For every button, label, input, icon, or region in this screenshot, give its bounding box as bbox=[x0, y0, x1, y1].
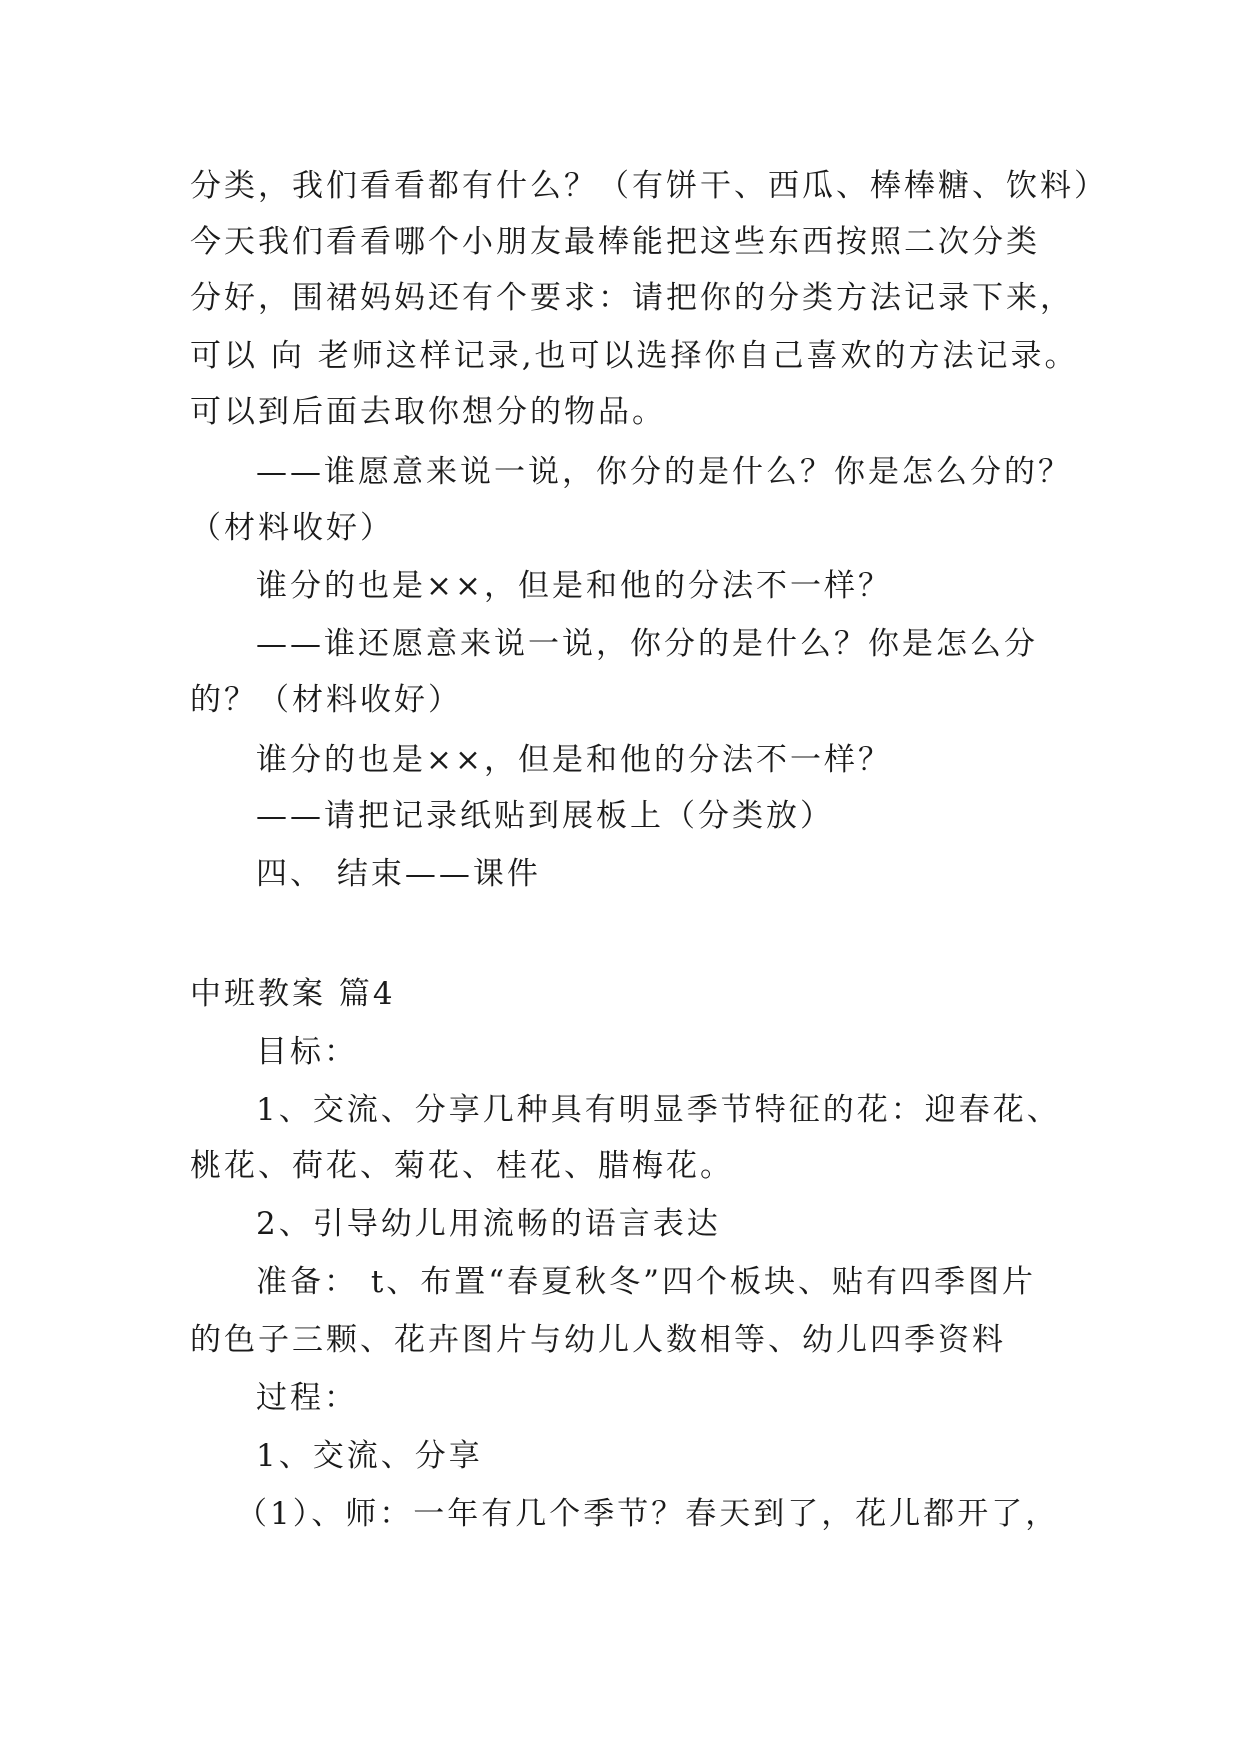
text-line: 分类，我们看看都有什么？（有饼干、西瓜、棒棒糖、饮料） bbox=[190, 168, 1108, 204]
text-line: 的？（材料收好） bbox=[190, 682, 462, 718]
text-line: 过程： bbox=[256, 1380, 358, 1416]
text-line: （1）、师：一年有几个季节？春天到了，花儿都开了， bbox=[236, 1496, 1060, 1532]
text-line: 桃花、荷花、菊花、桂花、腊梅花。 bbox=[190, 1148, 734, 1184]
text-line: ——请把记录纸贴到展板上（分类放） bbox=[256, 798, 834, 834]
text-line: 可以到后面去取你想分的物品。 bbox=[190, 394, 666, 430]
text-line: 分好，围裙妈妈还有个要求：请把你的分类方法记录下来， bbox=[190, 280, 1074, 316]
text-line: 1、交流、分享 bbox=[256, 1438, 483, 1474]
text-line: 1、交流、分享几种具有明显季节特征的花：迎春花、 bbox=[256, 1092, 1061, 1128]
text-line: ——谁还愿意来说一说，你分的是什么？你是怎么分 bbox=[256, 626, 1038, 662]
text-line: 谁分的也是××，但是和他的分法不一样？ bbox=[256, 568, 892, 604]
text-line: 今天我们看看哪个小朋友最棒能把这些东西按照二次分类 bbox=[190, 224, 1040, 260]
section-heading: 中班教案 篇4 bbox=[190, 976, 396, 1012]
text-line: （材料收好） bbox=[190, 510, 394, 546]
text-line: 四、 结束——课件 bbox=[256, 856, 541, 892]
text-line: 的色子三颗、花卉图片与幼儿人数相等、幼儿四季资料 bbox=[190, 1322, 1006, 1358]
text-line: 可以 向 老师这样记录,也可以选择你自己喜欢的方法记录。 bbox=[190, 338, 1079, 374]
text-line: 2、引导幼儿用流畅的语言表达 bbox=[256, 1206, 721, 1242]
text-line: 谁分的也是××，但是和他的分法不一样？ bbox=[256, 742, 892, 778]
text-line: 目标： bbox=[256, 1034, 358, 1070]
text-line: ——谁愿意来说一说，你分的是什么？你是怎么分的？ bbox=[256, 454, 1072, 490]
text-line: 准备： t、布置“春夏秋冬”四个板块、贴有四季图片 bbox=[256, 1264, 1037, 1300]
